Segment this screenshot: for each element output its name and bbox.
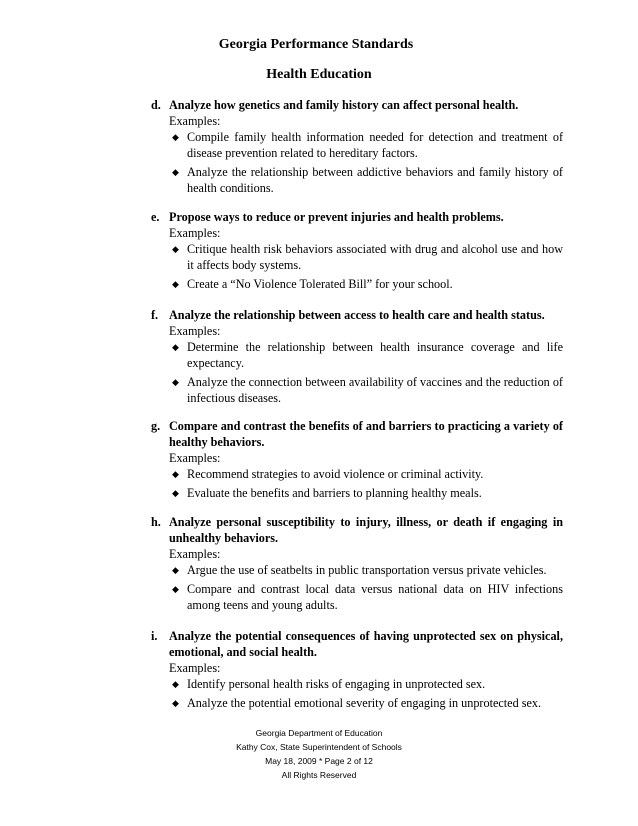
footer-rights: All Rights Reserved [281,770,357,780]
bullet-icon: ◆ [172,167,179,177]
bullet-text: Analyze the relationship between addictive behaviors and family history of health conditions. [187,165,563,195]
section-title: Compare and contrast the benefits of and barriers to practicing a variety of healthy behaviors. [169,419,563,449]
footer-department: Georgia Department of Education [255,728,383,738]
section-title: Propose ways to reduce or prevent injuries and health problems. [169,210,504,224]
bullet-text: Evaluate the benefits and barriers to planning healthy meals. [187,486,482,500]
section-letter: e. [151,210,160,224]
standard-section-h [151,514,563,616]
standard-section-e [151,209,563,295]
list-item [169,339,563,371]
list-item [169,241,563,273]
standard-section-d [151,97,563,199]
section-letter: h. [151,515,161,529]
bullet-text: Recommend strategies to avoid violence or criminal activity. [187,467,484,481]
section-title: Analyze the potential consequences of having unprotected sex on physical, emotional, and social health. [169,629,563,659]
bullet-text: Analyze the connection between availability of vaccines and the reduction of infectious diseases. [187,375,563,405]
document-subtitle: Health Education [266,67,372,82]
section-letter: g. [151,419,161,433]
bullet-text: Compile family health information needed for detection and treatment of disease prevention related to hereditary factors. [187,130,563,160]
list-item [169,129,563,161]
bullet-icon: ◆ [172,132,179,142]
bullet-icon: ◆ [172,342,179,352]
bullet-icon: ◆ [172,584,179,594]
page-footer [0,726,638,782]
list-item [169,562,563,578]
examples-label: Examples: [169,226,221,240]
list-item [169,374,563,406]
section-title: Analyze personal susceptibility to injury, illness, or death if engaging in unhealthy behaviors. [169,515,563,545]
bullet-icon: ◆ [172,279,179,289]
bullet-icon: ◆ [172,488,179,498]
examples-label: Examples: [169,661,221,675]
section-title: Analyze how genetics and family history can affect personal health. [169,98,519,112]
standard-section-i [151,628,563,714]
list-item [169,676,563,692]
section-letter: f. [151,308,159,322]
document-title: Georgia Performance Standards [218,37,414,52]
bullet-text: Create a “No Violence Tolerated Bill” for your school. [187,277,453,291]
bullet-icon: ◆ [172,244,179,254]
examples-label: Examples: [169,547,221,561]
footer-superintendent: Kathy Cox, State Superintendent of Schools [236,742,402,752]
bullet-text: Argue the use of seatbelts in public transportation versus private vehicles. [187,563,547,577]
list-item [169,164,563,196]
examples-label: Examples: [169,324,221,338]
section-title: Analyze the relationship between access to health care and health status. [169,308,545,322]
list-item [169,581,563,613]
bullet-icon: ◆ [172,377,179,387]
bullet-icon: ◆ [172,565,179,575]
standard-section-g [151,418,563,504]
list-item [169,276,563,292]
standard-section-f [151,307,563,409]
bullet-text: Critique health risk behaviors associated with drug and alcohol use and how it affects body systems. [187,242,563,272]
examples-label: Examples: [169,114,221,128]
list-item [169,466,563,482]
examples-label: Examples: [169,451,221,465]
footer-date-page: May 18, 2009 * Page 2 of 12 [265,756,373,766]
bullet-text: Determine the relationship between health insurance coverage and life expectancy. [187,340,563,370]
list-item [169,485,563,501]
section-letter: d. [151,98,161,112]
bullet-icon: ◆ [172,698,179,708]
section-letter: i. [151,629,158,643]
bullet-text: Analyze the potential emotional severity of engaging in unprotected sex. [187,696,542,710]
bullet-text: Identify personal health risks of engaging in unprotected sex. [187,677,486,691]
bullet-icon: ◆ [172,679,179,689]
list-item [169,695,563,711]
bullet-text: Compare and contrast local data versus national data on HIV infections among teens and young adults. [187,582,563,612]
bullet-icon: ◆ [172,469,179,479]
